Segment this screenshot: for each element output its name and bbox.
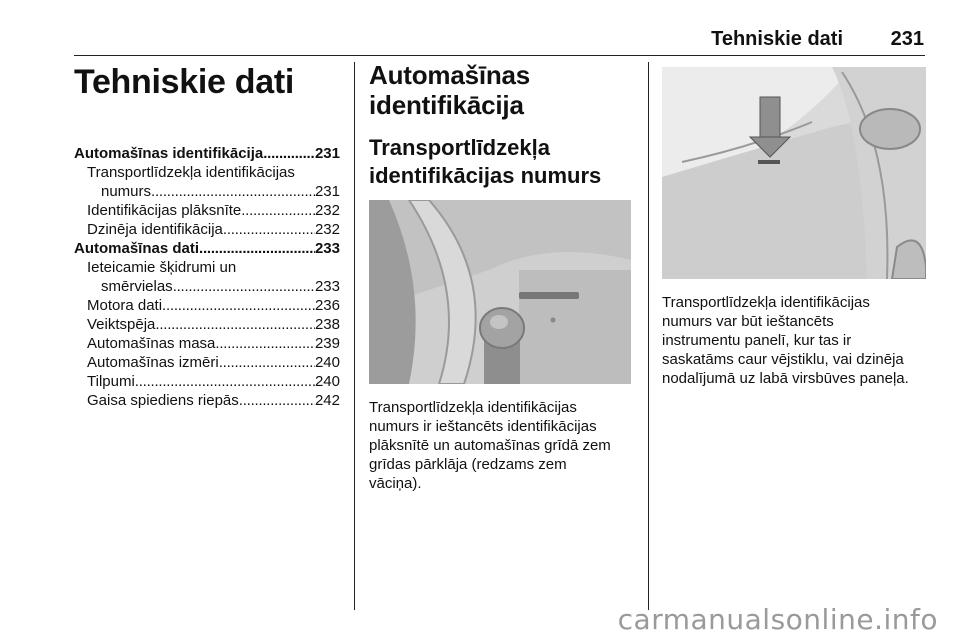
toc-entry-page: 236 [314,297,340,314]
toc-leader-dots [199,239,315,258]
toc-entry-line: Transportlīdzekļa identifikācijas [87,164,295,181]
caption-line: Transportlīdzekļa identifikācijas [369,399,577,416]
figure-caption [662,293,926,388]
toc-entry[interactable] [74,391,340,410]
toc-entry[interactable] [74,372,340,391]
page-header [0,24,960,54]
caption-line: grīdas pārklāja (redzams zem [369,456,567,473]
column-divider [648,62,649,610]
toc-entry[interactable] [74,334,340,353]
toc-entry[interactable] [74,239,340,258]
toc-entry-label: smērvielas [101,278,173,295]
toc-entry-page: 232 [314,221,340,238]
toc-entry-page: 238 [314,316,340,333]
subsection-title-line: Transportlīdzekļa [369,135,550,160]
toc-entry-line: Ieteicamie šķidrumi un [87,259,237,276]
caption-line: numurs var būt ieštancēts [662,313,834,330]
toc-entry-page: 231 [314,145,340,162]
toc-entry-label: Gaisa spiediens riepās [87,392,239,409]
caption-line: instrumentu panelī, kur tas ir [662,332,852,349]
caption-line: Transportlīdzekļa identifikācijas [662,294,870,311]
toc-entry-page: 233 [314,240,340,257]
toc-leader-dots [162,296,315,315]
toc-leader-dots [223,220,315,239]
toc-entry[interactable] [74,296,340,315]
watermark: carmanualsonline.info [617,603,938,636]
windshield-vin-figure [662,67,926,279]
figure-column [662,60,926,388]
section-column [369,60,633,493]
toc-entry-label: Identifikācijas plāksnīte [87,202,242,219]
toc-leader-dots [239,391,315,410]
toc-leader-dots [263,144,315,163]
toc-entry-label: Automašīnas identifikācija [74,145,264,162]
toc-entry-page: 240 [314,373,340,390]
toc-column [74,60,340,410]
section-title [369,60,633,120]
toc-leader-dots [155,315,315,334]
toc-entry-label: Automašīnas masa [87,335,216,352]
toc-entry-label: Tilpumi [87,373,135,390]
toc-entry[interactable] [74,144,340,163]
toc-entry-page: 232 [314,202,340,219]
toc-leader-dots [241,201,315,220]
table-of-contents [74,144,340,410]
toc-entry-label: Motora dati [87,297,163,314]
subsection-title [369,134,633,190]
column-divider [354,62,355,610]
toc-entry[interactable] [74,315,340,334]
toc-entry[interactable] [74,201,340,220]
header-page-number: 231 [890,28,924,50]
toc-entry[interactable] [74,277,340,296]
toc-leader-dots [173,277,315,296]
toc-entry-page: 233 [314,278,340,295]
section-title-line: Automašīnas [369,60,531,90]
toc-entry-label: Dzinēja identifikācija [87,221,223,238]
subsection-title-line: identifikācijas numurs [369,163,602,188]
toc-entry-label: Veiktspēja [87,316,156,333]
caption-line: vāciņa). [369,475,422,492]
toc-leader-dots [135,372,315,391]
header-rule [74,55,925,56]
toc-entry-label: Automašīnas dati [74,240,200,257]
toc-entry[interactable] [74,353,340,372]
caption-line: numurs ir ieštancēts identifikācijas [369,418,597,435]
caption-line: nodalījumā uz labā virsbūves paneļa. [662,370,909,387]
toc-entry[interactable] [74,182,340,201]
toc-entry-page: 231 [314,183,340,200]
toc-entry-page: 240 [314,354,340,371]
caption-line: saskatāms caur vējstiklu, vai dzinēja [662,351,904,368]
toc-entry-label: Automašīnas izmēri [87,354,219,371]
toc-entry-label: numurs [101,183,152,200]
interior-floor-figure [369,200,631,384]
toc-entry-page: 242 [314,392,340,409]
chapter-title: Tehniskie dati [74,63,295,101]
toc-leader-dots [215,334,315,353]
toc-leader-dots [219,353,315,372]
caption-line: plāksnītē un automašīnas grīdā zem [369,437,611,454]
header-title: Tehniskie dati [711,28,843,50]
section-title-line: identifikācija [369,90,524,120]
toc-entry[interactable] [74,220,340,239]
figure-caption [369,398,633,493]
toc-entry-page: 239 [314,335,340,352]
toc-leader-dots [151,182,315,201]
